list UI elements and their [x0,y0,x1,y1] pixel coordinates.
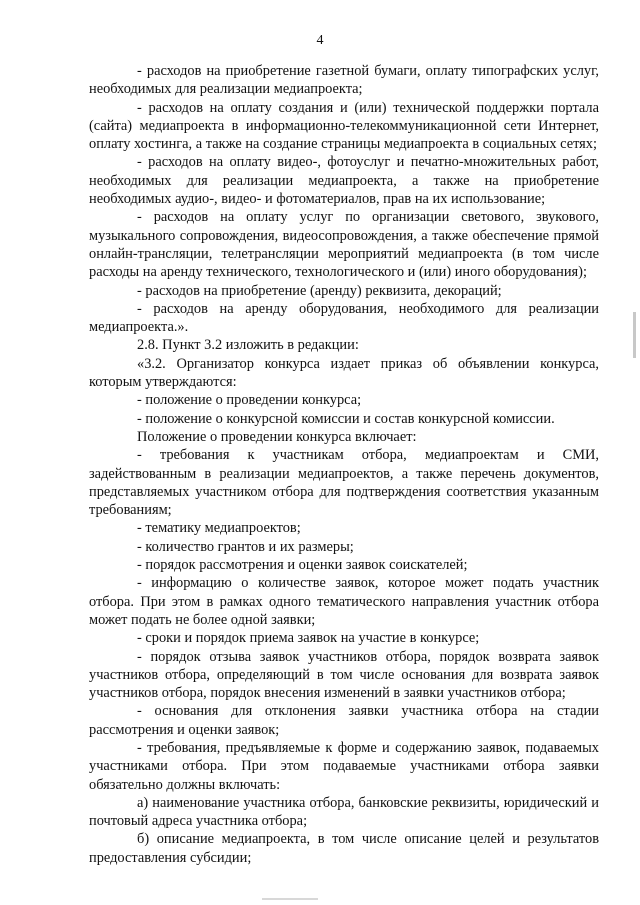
paragraph-review-procedure: - порядок рассмотрения и оценки заявок соискателей; [137,557,468,574]
paragraph-application-count: - информацию о количестве заявок, которое может подать участник отбора. При этом в рамках одного тематического направления участник отбора может подать не более одной заявки; [89,575,599,628]
paragraph-expense-video-photo: - расходов на оплату видео-, фотоуслуг и печатно-множительных работ, необходимых для реализации медиапроекта, а также на приобретение необходимых аудио-, видео- и фотоматериалов, прав на их использование; [89,154,599,208]
paragraph-participant-requirements: - требования к участникам отбора, медиапроектам и СМИ, задействованным в реализации медиапроектов, а также перечень документов, представляемых участником отбора для подтверждения соответствия указанным требованиям; [89,447,599,519]
paragraph-item-a: а) наименование участника отбора, банковские реквизиты, юридический и почтовый адреса участника отбора; [89,794,599,830]
paragraph-clause-2-8: 2.8. Пункт 3.2 изложить в редакции: [137,337,359,354]
paragraph-application-form: - требования, предъявляемые к форме и содержанию заявок, подаваемых участниками отбора. При этом подаваемые участниками отбора заявки обязательно должны включать: [89,739,599,793]
paragraph-expense-equipment-rent: - расходов на аренду оборудования, необходимого для реализации медиапроекта.». [89,300,599,336]
paragraph-expense-props: - расходов на приобретение (аренду) реквизита, декораций; [137,282,502,299]
paragraph-expense-newsprint: - расходов на приобретение газетной бумаги, оплату типографских услуг, необходимых для реализации медиапроекта; [89,63,599,98]
paragraph-rejection-grounds: - основания для отклонения заявки участника отбора на стадии рассмотрения и оценки заявок; [89,703,599,738]
scan-edge-mark [633,312,636,358]
paragraph-withdrawal-procedure: - порядок отзыва заявок участников отбора, порядок возврата заявок участников отбора, определяющий в том числе основания для возврата заявок участников отбора, порядок внесения изменений в заявки участников отбора; [89,648,599,702]
paragraph-expense-portal: - расходов на оплату создания и (или) технической поддержки портала (сайта) медиапроекта в информационно-телекоммуникационной сети Интернет, оплату хостинга, а также на создание страницы медиапроекта в социальных сетях; [89,99,599,153]
paragraph-expense-lighting-sound: - расходов на оплату услуг по организации светового, звукового, музыкального сопровождения, видеосопровождения, а также обеспечение прямой онлайн-трансляции, телетрансляции мероприятий медиапроекта (в том числе расходы на аренду технического, технологического и (или) иного оборудования); [89,209,599,281]
paragraph-item-b: б) описание медиапроекта, в том числе описание целей и результатов предоставления субсидии; [89,831,599,866]
paragraph-clause-3-2: «3.2. Организатор конкурса издает приказ об объявлении конкурса, которым утверждаются: [89,355,599,391]
paragraph-regulation-commission: - положение о конкурсной комиссии и состав конкурсной комиссии. [137,410,555,427]
paragraph-regulation-contest: - положение о проведении конкурса; [137,392,362,409]
page-number: 4 [316,33,324,48]
paragraph-application-deadlines: - сроки и порядок приема заявок на участие в конкурсе; [137,630,480,647]
paragraph-regulation-includes: Положение о проведении конкурса включает: [137,428,417,445]
page-body [89,62,599,867]
paragraph-topics: - тематику медиапроектов; [137,520,301,537]
scan-bottom-mark [262,898,318,900]
paragraph-grants-count: - количество грантов и их размеры; [137,538,354,555]
